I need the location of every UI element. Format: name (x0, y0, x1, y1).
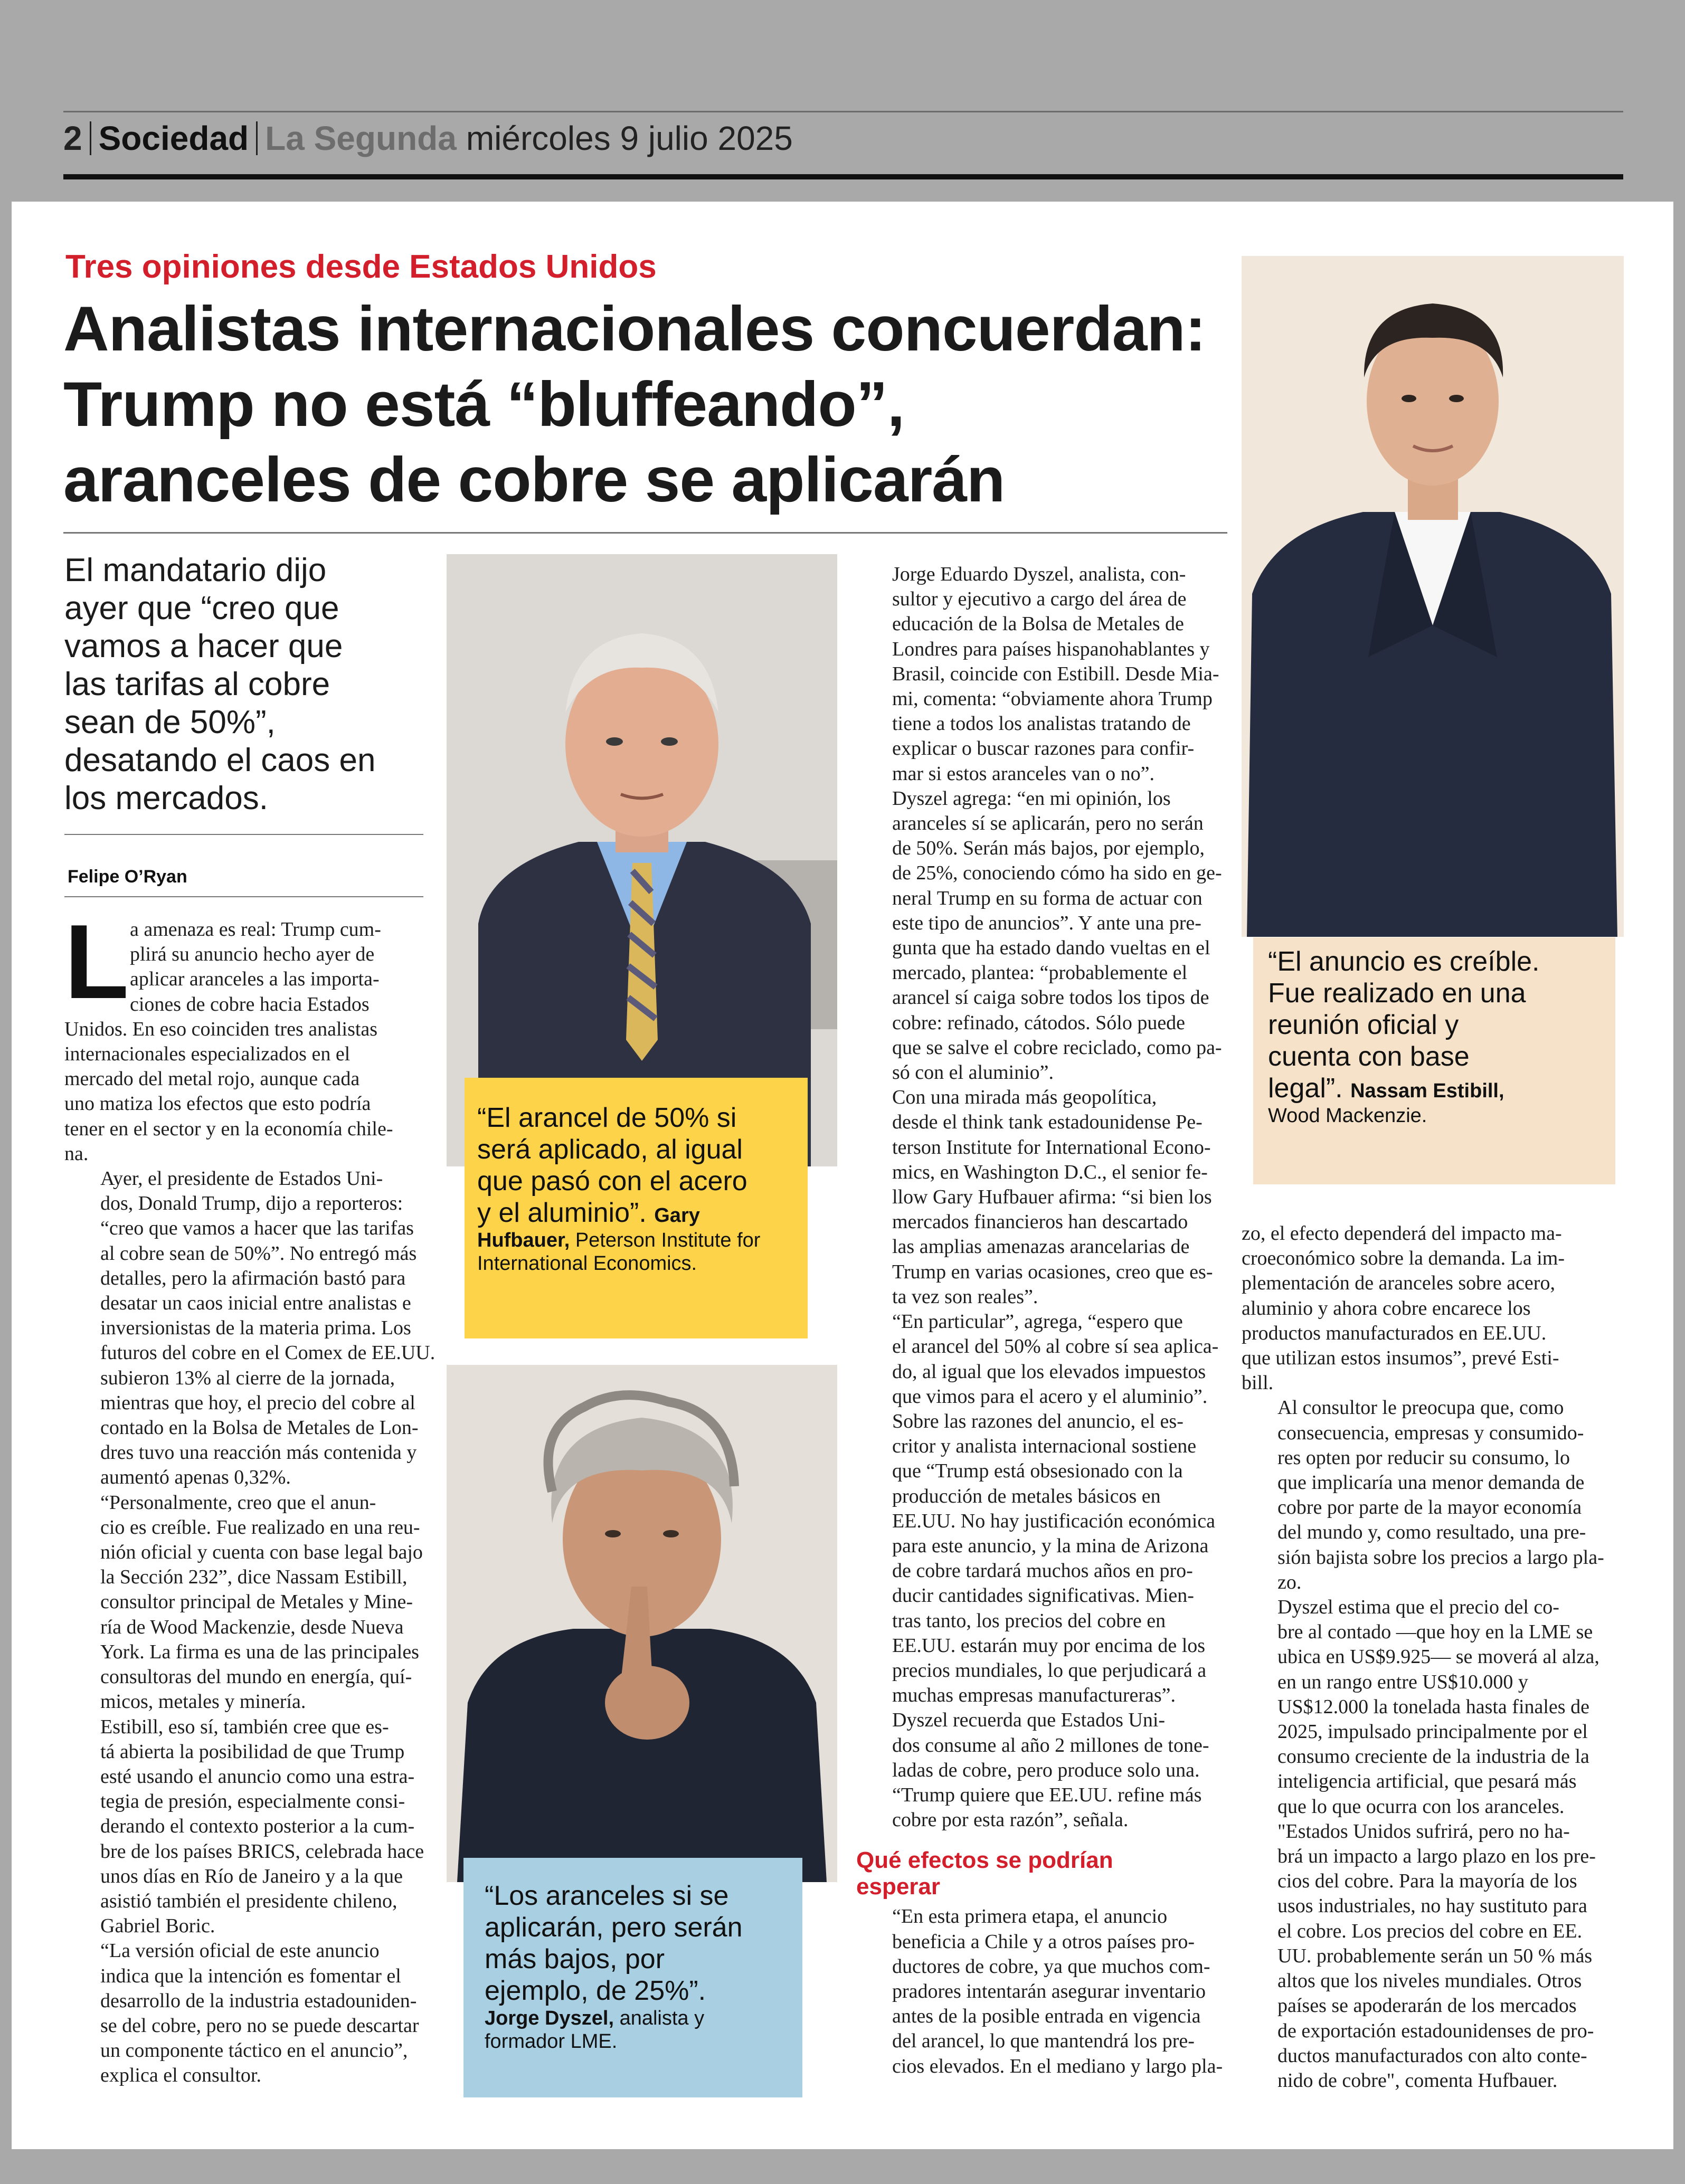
text-line: plirá su anuncio hecho ayer de (130, 943, 375, 966)
quote-line: reunión oficial y (1268, 1010, 1459, 1040)
text-line: 2025, impulsado principalmente por el (1277, 1721, 1588, 1743)
pull-quote-gary (465, 1078, 808, 1338)
text-line: se del cobre, pero no se puede descartar (100, 2014, 419, 2037)
text-line: mi, comenta: “obviamente ahora Trump (892, 688, 1213, 710)
quote-affiliation: Peterson Institute for (575, 1229, 761, 1251)
text-line: subieron 13% al cierre de la jornada, (100, 1366, 395, 1389)
quote-line: será aplicado, al igual (477, 1134, 743, 1165)
text-line: Brasil, coincide con Estibill. Desde Mia- (892, 662, 1219, 685)
paragraph (856, 1085, 1215, 1309)
text-line: internacionales especializados en el (64, 1043, 351, 1066)
text-line: Gabriel Boric. (100, 1915, 215, 1938)
quote-affiliation: analista y (619, 2007, 705, 2029)
text-line: cio es creíble. Fue realizado en una reu- (100, 1516, 420, 1539)
paragraph (64, 1939, 423, 2088)
paragraph (856, 562, 1219, 786)
text-line: neral Trump en su forma de actuar con (892, 887, 1203, 909)
byline: Felipe O’Ryan (68, 867, 187, 887)
text-line: terson Institute for International Econo- (892, 1136, 1211, 1159)
text-line: del mundo y, como resultado, una pre- (1277, 1521, 1586, 1544)
paragraph (856, 1309, 1219, 1409)
text-line: Con una mirada más geopolítica, (892, 1086, 1157, 1109)
text-line: precios mundiales, lo que perjudicará a (892, 1659, 1207, 1682)
text-line: muchas empresas manufactureras”. (892, 1684, 1176, 1707)
publication-name: La Segunda (265, 119, 457, 157)
text-line: de 50%. Serán más bajos, por ejemplo, (892, 837, 1205, 860)
text-line: antes de la posible entrada en vigencia (892, 2005, 1201, 2028)
header-bottom-rule (63, 174, 1623, 179)
text-line: “La versión oficial de este anuncio (100, 1940, 380, 1962)
text-line: aplicar aranceles a las importa- (130, 968, 380, 991)
text-line: zo, el efecto dependerá del impacto ma- (1242, 1222, 1562, 1245)
text-line: un componente táctico en el anuncio”, (100, 2039, 408, 2062)
byline-rule (64, 896, 423, 897)
text-line: desatar un caos inicial entre analistas e (100, 1292, 411, 1315)
quote-line: que pasó con el acero (477, 1166, 747, 1197)
text-line: Trump en varias ocasiones, creo que es- (892, 1260, 1213, 1283)
quote-line: “Los aranceles si se (485, 1881, 729, 1911)
text-line: que implicaría una menor demanda de (1277, 1471, 1585, 1494)
text-line: las amplias amenazas arancelarias de (892, 1236, 1190, 1258)
text-line: de 25%, conociendo cómo ha sido en ge- (892, 862, 1222, 885)
headline (63, 291, 1251, 518)
quote-author-last: Hufbauer, (477, 1229, 570, 1251)
header-separator (256, 121, 258, 155)
text-line: cobre por parte de la mayor economía (1277, 1496, 1582, 1519)
text-line: UU. probablemente serán un 50 % más (1277, 1944, 1593, 1967)
text-line: detalles, pero la afirmación bastó para (100, 1267, 406, 1289)
text-line: pradores intentarán asegurar inventario (892, 1980, 1206, 2002)
text-line: ciones de cobre hacia Estados (130, 993, 370, 1015)
text-line: aranceles sí se aplicarán, pero no serán (892, 812, 1204, 835)
text-line: gunta que ha estado dando vueltas en el (892, 937, 1210, 960)
text-line: inteligencia artificial, que pesará más (1277, 1770, 1577, 1793)
quote-line: Fue realizado en una (1268, 978, 1526, 1009)
photo-nassam-estibill (1242, 256, 1624, 937)
text-line: sultor y ejecutivo a cargo del área de (892, 588, 1187, 611)
text-line: York. La firma es una de las principales (100, 1640, 419, 1663)
deck-line: las tarifas al cobre (64, 666, 330, 702)
text-line: "Estados Unidos sufrirá, pero no ha- (1277, 1820, 1570, 1843)
text-line: só con el aluminio”. (892, 1061, 1054, 1084)
text-line: desde el think tank estadounidense Pe- (892, 1111, 1203, 1134)
text-line: res opten por reducir su consumo, lo (1277, 1446, 1570, 1469)
text-line: de exportación estadounidenses de pro- (1277, 2019, 1594, 2042)
deck-line: El mandatario dijo (64, 552, 327, 588)
text-line: cios del cobre. Para la mayoría de los (1277, 1870, 1577, 1893)
text-line: esté usando el anuncio como una estra- (100, 1765, 415, 1788)
quote-author-first: Gary (654, 1204, 700, 1227)
quote-line (1268, 1072, 1615, 1104)
text-line: el cobre. Los precios del cobre en EE. (1277, 1920, 1583, 1942)
text-line: Sobre las razones del anuncio, el es- (892, 1410, 1184, 1432)
text-line: mientras que hoy, el precio del cobre al (100, 1391, 415, 1414)
text-line: Dyszel estima que el precio del co- (1277, 1596, 1559, 1619)
page-number: 2 (63, 119, 82, 157)
text-line: nión oficial y cuenta con base legal bajo (100, 1541, 423, 1564)
text-line: dos, Donald Trump, dijo a reporteros: (100, 1192, 403, 1215)
text-line: derando el contexto posterior a la cum- (100, 1815, 415, 1838)
photo-gary-hufbauer (447, 554, 837, 1166)
paragraph (856, 786, 1222, 1085)
text-line: “Personalmente, creo que el anun- (100, 1491, 376, 1514)
photo-jorge-dyszel (447, 1365, 837, 1882)
text-line: consecuencia, empresas y consumido- (1277, 1421, 1584, 1444)
text-line: EE.UU. No hay justificación económica (892, 1509, 1216, 1532)
headline-line: Trump no está “bluffeando”, (63, 369, 905, 440)
text-line: “Trump quiere que EE.UU. refine más (892, 1783, 1202, 1806)
text-line: ubica en US$9.925— se moverá al alza, (1277, 1646, 1599, 1668)
quote-affiliation: International Economics. (477, 1252, 697, 1275)
text-line: cobre por esta razón”, señala. (892, 1809, 1129, 1831)
bottom-margin (12, 2149, 1673, 2184)
quote-line: cuenta con base (1268, 1041, 1470, 1072)
quote-line: “El anuncio es creíble. (1268, 946, 1540, 977)
quote-last-line: legal”. (1268, 1073, 1343, 1104)
text-line: Dyszel agrega: “en mi opinión, los (892, 787, 1171, 810)
paragraph (856, 1409, 1215, 1708)
paragraph (856, 1708, 1215, 1832)
text-line: consumo creciente de la industria de la (1277, 1745, 1589, 1768)
text-line: del arancel, lo que mantendrá los pre- (892, 2030, 1195, 2053)
text-line: do, al igual que los elevados impuestos (892, 1360, 1206, 1383)
quote-line: “El arancel de 50% si (477, 1103, 737, 1133)
text-line: mercados financieros han descartado (892, 1211, 1188, 1233)
text-line: bre al contado —que hoy en la LME se (1277, 1621, 1593, 1644)
portrait-image (447, 1365, 837, 1882)
text-line: Ayer, el presidente de Estados Uni- (100, 1167, 383, 1190)
portrait-image (447, 554, 837, 1166)
quote-line: aplicarán, pero serán (485, 1912, 743, 1943)
text-line: Londres para países hispanohablantes y (892, 638, 1210, 660)
text-line: futuros del cobre en el Comex de EE.UU. (100, 1342, 436, 1364)
quote-line (477, 1197, 808, 1229)
text-line: asistió también el presidente chileno, (100, 1889, 397, 1912)
portrait-image (1242, 256, 1624, 937)
text-line: que “Trump está obsesionado con la (892, 1460, 1183, 1483)
text-line: educación de la Bolsa de Metales de (892, 613, 1184, 635)
deck-line: los mercados. (64, 780, 268, 816)
text-line: mar si estos aranceles van o no”. (892, 762, 1154, 785)
text-line: aluminio y ahora cobre encarece los (1242, 1297, 1531, 1319)
text-line: la Sección 232”, dice Nassam Estibill, (100, 1566, 408, 1589)
text-line: que utilizan estos insumos”, prevé Esti- (1242, 1347, 1559, 1370)
text-line: plementación de aranceles sobre acero, (1242, 1272, 1555, 1295)
text-line: critor y analista internacional sostiene (892, 1435, 1197, 1458)
text-line: al cobre sean de 50%”. No entregó más (100, 1242, 417, 1265)
text-line: que lo que ocurra con los aranceles. (1277, 1795, 1565, 1818)
quote-last-line: y el aluminio”. (477, 1198, 647, 1228)
text-line: bill. (1242, 1372, 1274, 1394)
headline-rule (63, 532, 1227, 534)
text-line: Unidos. En eso coinciden tres analistas (64, 1018, 378, 1040)
deck-line: ayer que “creo que (64, 590, 339, 626)
paragraph (1242, 1595, 1602, 1819)
text-line: zo. (1277, 1571, 1302, 1593)
text-line: unos días en Río de Janeiro y a la que (100, 1865, 403, 1887)
text-line: “En particular”, agrega, “espero que (892, 1311, 1183, 1333)
text-line: uno matiza los efectos que esto podría (64, 1093, 371, 1115)
text-line: mercado del metal rojo, aunque cada (64, 1068, 360, 1090)
text-line: arancel sí caiga sobre todos los tipos de (892, 986, 1209, 1009)
text-line: en un rango entre US$10.000 y (1277, 1670, 1528, 1693)
quote-text (485, 1880, 802, 2007)
text-line: “creo que vamos a hacer que las tarifas (100, 1217, 414, 1240)
text-line: Al consultor le preocupa que, como (1277, 1397, 1564, 1419)
text-line: tener en el sector y en la economía chile- (64, 1117, 393, 1140)
text-line: tiene a todos los analistas tratando de (892, 713, 1191, 735)
body-column-3 (856, 562, 1223, 2079)
text-line: Jorge Eduardo Dyszel, analista, con- (892, 563, 1186, 585)
header-top-rule (63, 111, 1623, 112)
deck-line: vamos a hacer que (64, 628, 343, 664)
text-line: consultor principal de Metales y Mine- (100, 1591, 413, 1613)
text-line: este tipo de anuncios”. Y ante una pre- (892, 911, 1201, 934)
text-line: tegia de presión, especialmente consi- (100, 1790, 405, 1813)
section-subhead (856, 1847, 1215, 1900)
headline-line: Analistas internacionales concuerdan: (63, 293, 1206, 364)
quote-author: Nassam Estibill, (1350, 1080, 1504, 1102)
text-line: ductos manufacturados con alto conte- (1277, 2044, 1587, 2067)
text-line: ductores de cobre, ya que muchos com- (892, 1955, 1210, 1978)
text-line: bre de los países BRICS, celebrada hace (100, 1840, 424, 1863)
drop-cap: L (64, 903, 129, 1021)
text-line: US$12.000 la tonelada hasta finales de (1277, 1695, 1589, 1718)
deck-line: sean de 50%”, (64, 704, 276, 740)
quote-attribution (477, 1229, 808, 1275)
text-line: altos que los niveles mundiales. Otros (1277, 1970, 1582, 1992)
text-line: que se salve el cobre reciclado, como pa- (892, 1036, 1222, 1059)
text-line: “En esta primera etapa, el anuncio (892, 1905, 1168, 1928)
body-column-1 (64, 903, 436, 2088)
page-header (63, 117, 793, 159)
text-line: explica el consultor. (100, 2064, 261, 2087)
text-line: llow Gary Hufbauer afirma: “si bien los (892, 1186, 1212, 1209)
paragraph (64, 1715, 423, 1939)
pull-quote-nassam (1253, 937, 1615, 1184)
quote-attribution (485, 2007, 802, 2053)
text-line: brá un impacto a largo plazo en los pre- (1277, 1845, 1596, 1868)
text-line: indica que la intención es fomentar el (100, 1964, 401, 1987)
text-line: que vimos para el acero y el aluminio”. (892, 1385, 1208, 1408)
text-line: mercado, plantea: “probablemente el (892, 962, 1188, 984)
text-line: beneficia a Chile y a otros países pro- (892, 1930, 1195, 1953)
kicker: Tres opiniones desde Estados Unidos (65, 249, 657, 285)
body-column-4 (1242, 1221, 1602, 2093)
quote-affiliation: formador LME. (485, 2030, 618, 2053)
text-line: países se apoderarán de los mercados (1277, 1995, 1577, 2017)
text-line: aumentó apenas 0,32%. (100, 1466, 291, 1489)
paragraph (64, 1166, 436, 1490)
text-line: ta vez son reales”. (892, 1285, 1038, 1308)
text-line: usos industriales, no hay sustituto para (1277, 1895, 1587, 1917)
text-line: Dyszel recuerda que Estados Uni- (892, 1709, 1166, 1732)
text-line: sión bajista sobre los precios a largo pla- (1277, 1546, 1604, 1569)
quote-text (1268, 946, 1615, 1104)
text-line: micos, metales y minería. (100, 1691, 306, 1713)
text-line: tras tanto, los precios del cobre en (892, 1609, 1166, 1632)
text-line: EE.UU. estarán muy por encima de los (892, 1634, 1206, 1657)
subhead-line: esperar (856, 1874, 941, 1900)
paragraph (64, 1490, 423, 1715)
text-line: na. (64, 1142, 89, 1165)
text-line: croeconómico sobre la demanda. La im- (1242, 1247, 1565, 1270)
text-line: explicar o buscar razones para confir- (892, 737, 1195, 760)
text-line: a amenaza es real: Trump cum- (130, 918, 381, 941)
text-line: cios elevados. En el mediano y largo pla- (892, 2055, 1223, 2077)
issue-date: miércoles 9 julio 2025 (466, 119, 793, 157)
deck-line: desatando el caos en (64, 742, 376, 778)
text-line: inversionistas de la materia prima. Los (100, 1317, 411, 1340)
paragraph (1242, 1395, 1602, 1595)
text-line: para este anuncio, y la mina de Arizona (892, 1534, 1209, 1557)
text-line: contado en la Bolsa de Metales de Lon- (100, 1417, 419, 1439)
paragraph (1242, 1221, 1602, 1395)
text-line: productos manufacturados en EE.UU. (1242, 1322, 1547, 1344)
text-line: mics, en Washington D.C., el senior fe- (892, 1161, 1208, 1183)
quote-text (477, 1102, 808, 1229)
text-line: Estibill, eso sí, también cree que es- (100, 1715, 389, 1738)
deck (64, 552, 434, 818)
text-line: cobre: refinado, cátodos. Sólo puede (892, 1011, 1186, 1034)
deck-rule (64, 834, 423, 835)
text-line: ducir cantidades significativas. Mien- (892, 1584, 1194, 1607)
subhead-line: Qué efectos se podrían (856, 1847, 1113, 1874)
text-line: desarrollo de la industria estadouniden- (100, 1989, 417, 2012)
quote-author: Jorge Dyszel, (485, 2007, 614, 2029)
text-line: tá abierta la posibilidad de que Trump (100, 1740, 405, 1763)
header-separator (90, 121, 91, 155)
paragraph (64, 903, 423, 1166)
text-line: ladas de cobre, pero produce solo una. (892, 1759, 1200, 1781)
section-name: Sociedad (98, 119, 249, 157)
quote-line: más bajos, por (485, 1944, 665, 1974)
text-line: dos consume al año 2 millones de tone- (892, 1734, 1209, 1756)
text-line: producción de metales básicos en (892, 1485, 1161, 1507)
pull-quote-jorge (463, 1858, 802, 2097)
text-line: nido de cobre", comenta Hufbauer. (1277, 2069, 1558, 2092)
paragraph (1242, 1819, 1602, 2093)
text-line: consultoras del mundo en energía, quí- (100, 1666, 412, 1688)
paragraph (856, 1904, 1223, 2078)
headline-line: aranceles de cobre se aplicarán (63, 444, 1005, 515)
text-line: de cobre tardará muchos años en pro- (892, 1560, 1193, 1582)
quote-line: ejemplo, de 25%”. (485, 1976, 706, 2006)
quote-affiliation: Wood Mackenzie. (1268, 1105, 1427, 1127)
text-line: dres tuvo una reacción más contenida y (100, 1441, 417, 1464)
text-line: ría de Wood Mackenzie, desde Nueva (100, 1616, 404, 1638)
text-line: el arancel del 50% al cobre sí sea aplica- (892, 1335, 1219, 1358)
